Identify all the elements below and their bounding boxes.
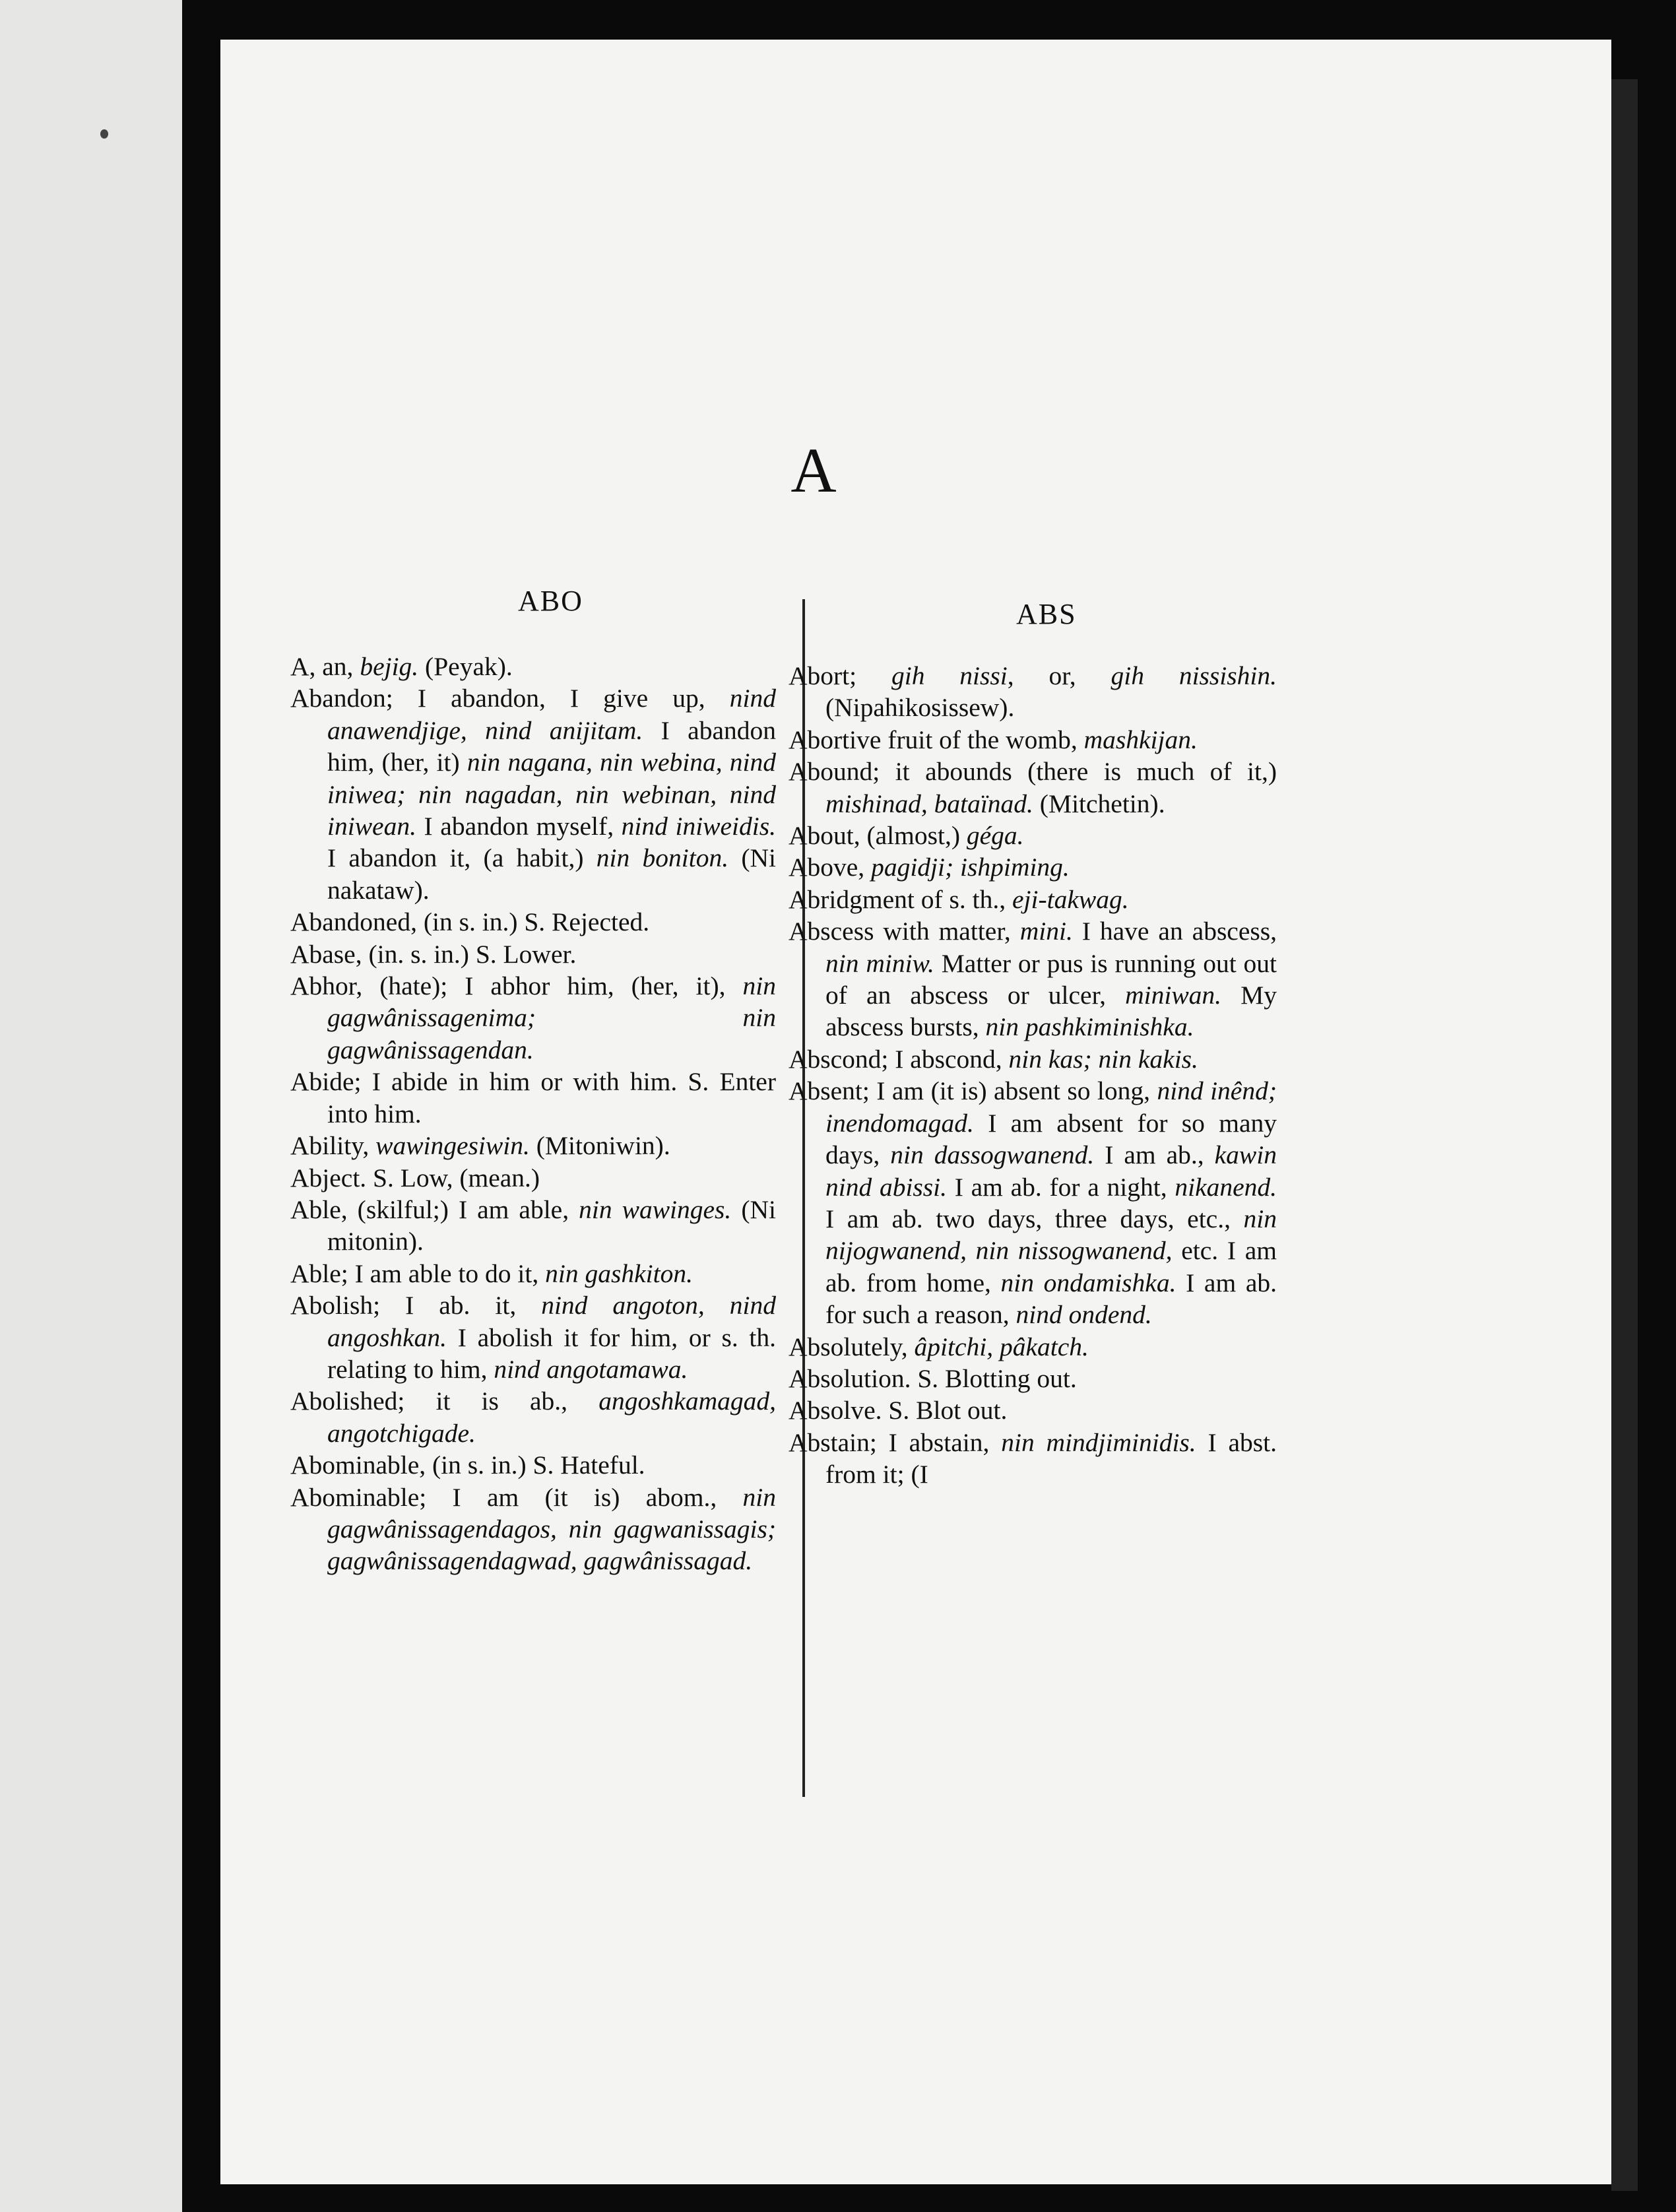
ojibwe-term: nind anawendjige, nind anijitam. [327, 684, 776, 745]
entry-text: (Ni nakataw). [327, 843, 776, 905]
ojibwe-term: kawin nind abissi. [825, 1140, 1277, 1202]
entry-text: (Mitchetin). [1033, 789, 1165, 818]
entry-text: Abscond; I abscond, [789, 1044, 1009, 1074]
ojibwe-term: nin gashkiton. [545, 1258, 693, 1288]
entry-text: I am ab. for a night, [947, 1172, 1175, 1202]
dictionary-entry [290, 651, 776, 682]
ojibwe-term: bejig. [360, 652, 419, 681]
entry-text: A, an, [290, 652, 360, 681]
ojibwe-term: nikanend. [1175, 1172, 1277, 1202]
ojibwe-term: nin gagwânissagenima; nin gagwânissagendan. [327, 971, 776, 1064]
ojibwe-term: gih nissi [891, 661, 1008, 690]
entry-text: Abandoned, (in s. in.) S. Rejected. [290, 907, 650, 937]
dictionary-entry [789, 756, 1277, 820]
dictionary-entry [290, 1162, 776, 1194]
ojibwe-term: wawingesiwin. [375, 1131, 530, 1161]
entry-text: Abortive fruit of the womb, [789, 725, 1084, 754]
section-letter: A [790, 435, 837, 505]
ojibwe-term: nind inênd; inendomagad. [825, 1076, 1277, 1138]
ojibwe-term: nin gagwânissagendagos, nin gagwanissagis; gagwânissagendagwad, gagwânissagad. [327, 1482, 776, 1576]
ojibwe-term: mini. [1019, 917, 1073, 946]
dictionary-entry [789, 1427, 1277, 1491]
entry-text: Abominable, (in s. in.) S. Hateful. [290, 1450, 645, 1480]
ojibwe-term: angoshkamagad, angotchigade. [327, 1386, 776, 1448]
entry-text: I am ab., [1094, 1140, 1215, 1170]
dictionary-entry [789, 851, 1277, 883]
entry-text: Able, (skilful;) I am able, [290, 1194, 579, 1224]
dictionary-entry [789, 884, 1277, 915]
dictionary-entry [789, 660, 1277, 724]
dictionary-entry [789, 1043, 1277, 1075]
dictionary-entry [789, 820, 1277, 851]
dictionary-entry [290, 682, 776, 906]
entry-text: (Nipahikosissew). [825, 693, 1015, 723]
ink-spot [100, 129, 108, 139]
ojibwe-term: nin boniton. [596, 843, 729, 873]
dictionary-entry [290, 1481, 776, 1577]
entry-text: I abolish it for him, or s. th. relating to him, [327, 1322, 776, 1384]
dictionary-entry [290, 906, 776, 938]
right-column-header: ABS [1016, 598, 1077, 630]
entry-text: Abominable; I am (it is) abom., [290, 1482, 743, 1512]
facing-page [0, 0, 182, 2212]
dictionary-entry [290, 1130, 776, 1161]
entry-text: I am absent for so many days, [825, 1108, 1277, 1170]
entry-text: Abandon; I abandon, I give up, [290, 684, 730, 713]
entry-text: About, (almost,) [789, 821, 967, 851]
dictionary-entry [290, 1066, 776, 1130]
ojibwe-term: nind angoton, nind angoshkan. [327, 1291, 776, 1352]
ojibwe-term: nin pashkiminishka. [985, 1012, 1194, 1042]
dictionary-entry [789, 1394, 1277, 1426]
entry-text: I am ab. two days, three days, etc., [825, 1204, 1244, 1233]
dictionary-entry [290, 1194, 776, 1258]
entry-text: Abort; [789, 661, 891, 690]
entry-text: Absolve. S. Blot out. [789, 1396, 1008, 1425]
entry-text: I abst. from it; (I [825, 1427, 1277, 1489]
entry-text: Absent; I am (it is) absent so long, [789, 1076, 1157, 1106]
entry-text: I have an abscess, [1072, 917, 1277, 946]
entry-text: Above, [789, 853, 872, 882]
entry-text: I am ab. for such a reason, [825, 1268, 1277, 1330]
entry-text: My abscess bursts, [825, 981, 1277, 1042]
entry-text: Able; I am able to do it, [290, 1258, 546, 1288]
entry-text: Abide; I abide in him or with him. S. Enter into him. [290, 1067, 776, 1128]
ojibwe-term: nin kas; nin kakis. [1008, 1044, 1198, 1074]
ojibwe-term: nin nagana, nin webina, nind iniwea; nin nagadan, nin webinan, nind iniwean. [327, 748, 776, 841]
dictionary-entry [290, 970, 776, 1066]
ojibwe-term: nind angotamawa. [494, 1354, 688, 1384]
dictionary-entry [789, 724, 1277, 756]
dictionary-entry [789, 1363, 1277, 1394]
dictionary-entry [789, 1331, 1277, 1363]
entry-text: I abandon myself, [416, 812, 622, 841]
entry-text: Abound; it abounds (there is much of it,) [789, 757, 1277, 787]
dictionary-entry [290, 1385, 776, 1449]
entry-text: Abstain; I abstain, [789, 1427, 1002, 1457]
entry-text: Abscess with matter, [789, 917, 1020, 946]
left-column [290, 651, 776, 1577]
right-column [789, 660, 1277, 1491]
ojibwe-term: nind iniweidis. [621, 812, 776, 841]
ojibwe-term: pagidji; ishpiming. [871, 853, 1070, 882]
dictionary-entry [290, 1449, 776, 1481]
entry-text: Ability, [290, 1131, 376, 1161]
entry-text: etc. I am ab. from home, [825, 1236, 1277, 1297]
entry-text: Abolish; I ab. it, [290, 1291, 542, 1320]
ojibwe-term: âpitchi, pâkatch. [914, 1332, 1089, 1361]
ojibwe-term: nin wawinges. [579, 1194, 732, 1224]
entry-text: I abandon it, (a habit,) [327, 843, 596, 873]
ojibwe-term: gih nissishin. [1111, 661, 1277, 690]
entry-text: (Ni mitonin). [327, 1194, 776, 1256]
entry-text: Absolutely, [789, 1332, 915, 1361]
entry-text: Abject. S. Low, (mean.) [290, 1163, 540, 1192]
entry-text: (Peyak). [418, 652, 513, 681]
ojibwe-term: mishinad, bataïnad. [825, 789, 1033, 818]
ojibwe-term: eji-takwag. [1012, 884, 1129, 914]
entry-text: , or, [1007, 661, 1111, 690]
ojibwe-term: nind ondend. [1015, 1300, 1152, 1330]
entry-text: I abandon him, (her, it) [327, 715, 776, 777]
entry-text: Abolished; it is ab., [290, 1386, 599, 1416]
ojibwe-term: nin mindjiminidis. [1001, 1427, 1196, 1457]
dictionary-entry [290, 1258, 776, 1289]
ojibwe-term: nin ondamishka. [1000, 1268, 1176, 1297]
entry-text: Absolution. S. Blotting out. [789, 1363, 1077, 1393]
entry-text: Abase, (in. s. in.) S. Lower. [290, 939, 577, 969]
dictionary-entry [789, 915, 1277, 1043]
ojibwe-term: géga. [966, 821, 1024, 851]
entry-text: Abhor, (hate); I abhor him, (her, it), [290, 971, 743, 1001]
ojibwe-term: nin nijogwanend, nin nissogwanend, [825, 1204, 1277, 1266]
page-edge [1611, 79, 1638, 2191]
ojibwe-term: nin miniw. [825, 948, 934, 978]
left-column-header: ABO [518, 585, 583, 617]
entry-text: Matter or pus is running out out of an abscess or ulcer, [825, 948, 1277, 1010]
ojibwe-term: mashkijan. [1083, 725, 1198, 754]
ojibwe-term: miniwan. [1125, 981, 1222, 1010]
dictionary-entry [789, 1075, 1277, 1330]
entry-text: (Mitoniwin). [529, 1131, 670, 1161]
ojibwe-term: nin dassogwanend. [890, 1140, 1095, 1170]
entry-text: Abridgment of s. th., [789, 884, 1013, 914]
dictionary-entry [290, 938, 776, 970]
dictionary-entry [290, 1289, 776, 1385]
